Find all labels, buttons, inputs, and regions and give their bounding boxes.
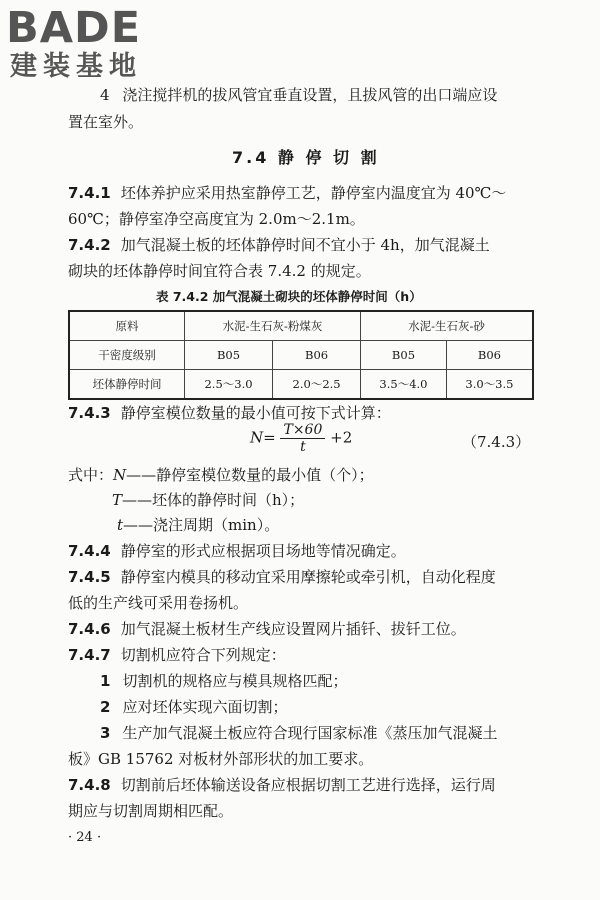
clause-7-4-8 (68, 775, 496, 795)
logo-subtext: 建装基地 (10, 51, 142, 82)
clause-text: 加气混凝土板的坯体静停时间不宜小于 4h，加气混凝土 (120, 236, 490, 254)
section-title: 7.4 静 停 切 割 (232, 148, 380, 167)
table-cell: B06 (273, 341, 361, 370)
clause-text: 加气混凝土板材生产线应设置网片插钎、拔钎工位。 (120, 620, 466, 638)
where-T (112, 490, 304, 510)
clause-number: 7.4.8 (68, 776, 111, 794)
clause-text: 静停室的形式应根据项目场地等情况确定。 (120, 542, 406, 560)
item-number: 1 (100, 672, 111, 690)
clause-text: 切割前后坯体输送设备应根据切割工艺进行选择，运行周 (120, 776, 496, 794)
where-t (117, 515, 279, 535)
table-cell: 3.5～4.0 (361, 370, 447, 400)
logo-text: BADE (6, 3, 142, 53)
clause-7-4-3 (68, 403, 391, 423)
clause-number: 7.4.4 (68, 542, 111, 560)
formula-denominator: t (300, 439, 306, 455)
clause-7-4-5 (68, 567, 496, 587)
symbol-t: t (117, 516, 124, 534)
table-cell: B06 (446, 341, 533, 370)
page-number: · 24 · (68, 830, 102, 845)
list-item-cont: 板》GB 15762 对板材外部形状的加工要求。 (68, 750, 374, 768)
clause-number: 7.4.6 (68, 620, 111, 638)
symbol-n: N (113, 466, 127, 484)
formula-fraction (280, 422, 325, 455)
table-caption: 表 7.4.2 加气混凝土砌块的坯体静停时间（h） (156, 289, 422, 304)
clause-number: 7.4.3 (68, 404, 111, 422)
table-cell: 3.0～3.5 (446, 370, 533, 400)
clause-text: 坯体养护应采用热室静停工艺，静停室内温度宜为 40℃～ (120, 184, 507, 202)
list-item (100, 671, 347, 691)
symbol-T: T (112, 491, 123, 509)
formula-lhs: N= (250, 428, 276, 447)
intro-num: 4 (100, 86, 110, 104)
item-text: 切割机的规格应与模具规格匹配； (122, 672, 348, 690)
clause-text: 静停室模位数量的最小值可按下式计算： (120, 404, 391, 422)
where-prefix: 式中： (68, 466, 114, 484)
clause-7-4-7 (68, 645, 286, 665)
list-item (100, 697, 287, 717)
where-n-desc: ——静停室模位数量的最小值（个）； (126, 466, 374, 484)
clause-7-4-8-cont: 期应与切割周期相匹配。 (68, 802, 234, 820)
table-row (69, 311, 533, 341)
table-cell: B05 (361, 341, 447, 370)
formula-numerator: T×60 (280, 422, 325, 439)
formula-label: （7.4.3） (462, 433, 531, 451)
table-row (69, 370, 533, 400)
table-cell: 2.5～3.0 (185, 370, 273, 400)
clause-number: 7.4.2 (68, 236, 111, 254)
table-cell: 坯体静停时间 (69, 370, 185, 400)
clause-text: 切割机应符合下列规定： (120, 646, 286, 664)
clause-7-4-5-cont: 低的生产线可采用卷扬机。 (68, 594, 249, 612)
table-cell: 干密度级别 (69, 341, 185, 370)
clause-7-4-6 (68, 619, 466, 639)
intro-text-1: 浇注搅拌机的拔风管宜垂直设置，且拔风管的出口端应设 (122, 86, 498, 104)
formula-plus: +2 (330, 428, 353, 447)
item-text: 生产加气混凝土板应符合现行国家标准《蒸压加气混凝土 (122, 724, 498, 742)
clause-7-4-1-cont: 60℃；静停室净空高度宜为 2.0m～2.1m。 (68, 210, 365, 228)
clause-7-4-1 (68, 183, 506, 203)
clause-number: 7.4.1 (68, 184, 111, 202)
item-number: 3 (100, 724, 111, 742)
intro-line-2: 置在室外。 (68, 113, 144, 131)
where-n (68, 465, 374, 485)
item-number: 2 (100, 698, 111, 716)
clause-number: 7.4.5 (68, 568, 111, 586)
list-item (100, 723, 497, 743)
clause-7-4-4 (68, 541, 406, 561)
logo (6, 3, 142, 82)
clause-7-4-2-cont: 砌块的坯体静停时间宜符合表 7.4.2 的规定。 (68, 262, 371, 280)
clause-7-4-2 (68, 235, 490, 255)
formula (250, 422, 352, 455)
table-cell: B05 (185, 341, 273, 370)
clause-number: 7.4.7 (68, 646, 111, 664)
clause-text: 静停室内模具的移动宜采用摩擦轮或牵引机，自动化程度 (120, 568, 496, 586)
intro-line-1 (100, 85, 497, 105)
table-cell: 2.0～2.5 (273, 370, 361, 400)
curing-time-table (68, 310, 534, 400)
table-cell: 原料 (69, 311, 185, 341)
table-row (69, 341, 533, 370)
where-t-desc: ——浇注周期（min）。 (123, 516, 280, 534)
table-cell: 水泥-生石灰-砂 (361, 311, 533, 341)
where-T-desc: ——坯体的静停时间（h）； (122, 491, 305, 509)
table-cell: 水泥-生石灰-粉煤灰 (185, 311, 361, 341)
item-text: 应对坯体实现六面切割； (122, 698, 288, 716)
